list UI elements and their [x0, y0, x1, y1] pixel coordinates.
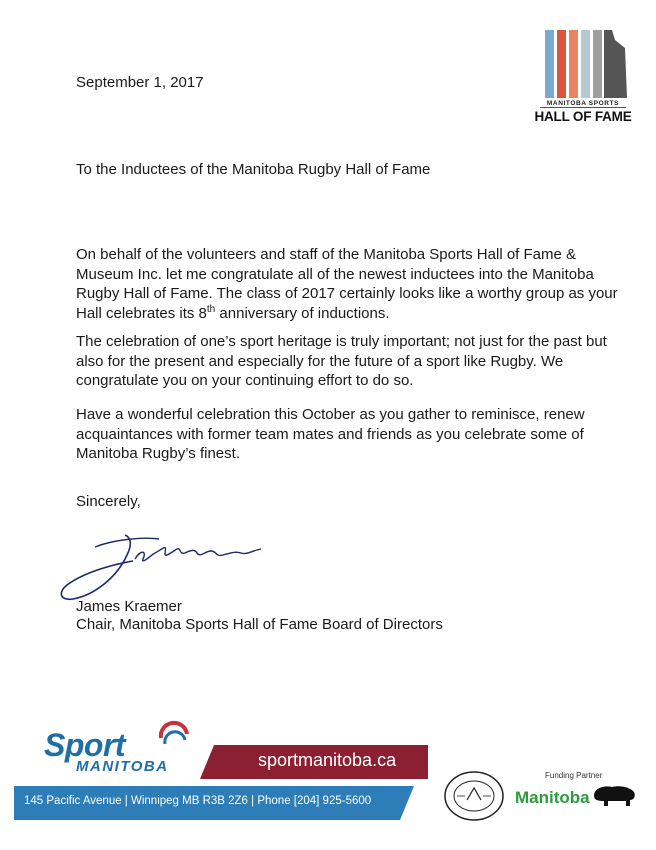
paragraph-3: Have a wonderful celebration this October as you gather to reminisce, renew acquaintances with former team mates and friends as you celebrate some of Manitoba Rugby’s finest. — [76, 406, 585, 462]
signer-title: Chair, Manitoba Sports Hall of Fame Board of Directors — [76, 616, 443, 633]
paragraph-1-text: On behalf of the volunteers and staff of the Manitoba Sports Hall of Fame & Museum Inc. let me congratulate all of the newest inductees into the Manitoba Rugby Hall of Fame. The class of 2017 certainly looks like a worthy group as your Hall celebrates its 8 — [76, 246, 618, 322]
website-url: sportmanitoba.ca — [258, 750, 397, 770]
closing: Sincerely, — [76, 493, 141, 510]
sport-manitoba-logo-manitoba: MANITOBA — [76, 758, 169, 775]
address-line: 145 Pacific Avenue | Winnipeg MB R3B 2Z6 | Phone [204] 925-5600 — [24, 795, 372, 807]
logo-small-text: MANITOBA SPORTS — [546, 100, 620, 107]
sport-manitoba-logo-sport: Sport — [44, 727, 126, 763]
manitoba-government-logo: Manitoba — [515, 788, 590, 807]
funding-partner-label: Funding Partner — [545, 771, 603, 780]
paragraph-1-tail: anniversary of inductions. — [215, 304, 390, 322]
paragraph-2: The celebration of one’s sport heritage is truly important; not just for the past but also for the present and especially for the future of a sport like Rugby. We congratulate you on your continuing effort to do so. — [76, 333, 607, 389]
ordinal-suffix: th — [206, 303, 216, 315]
accreditation-seal-icon — [443, 770, 505, 822]
signature-image — [55, 525, 280, 605]
bison-icon — [590, 782, 638, 808]
paragraph-1 — [76, 245, 636, 323]
swoosh-icon — [157, 720, 191, 754]
letter-date: September 1, 2017 — [76, 74, 204, 91]
logo-divider — [540, 107, 626, 108]
logo-big-text: HALL OF FAME — [534, 109, 632, 124]
signer-name: James Kraemer — [76, 598, 182, 615]
salutation: To the Inductees of the Manitoba Rugby Hall of Fame — [76, 161, 431, 178]
